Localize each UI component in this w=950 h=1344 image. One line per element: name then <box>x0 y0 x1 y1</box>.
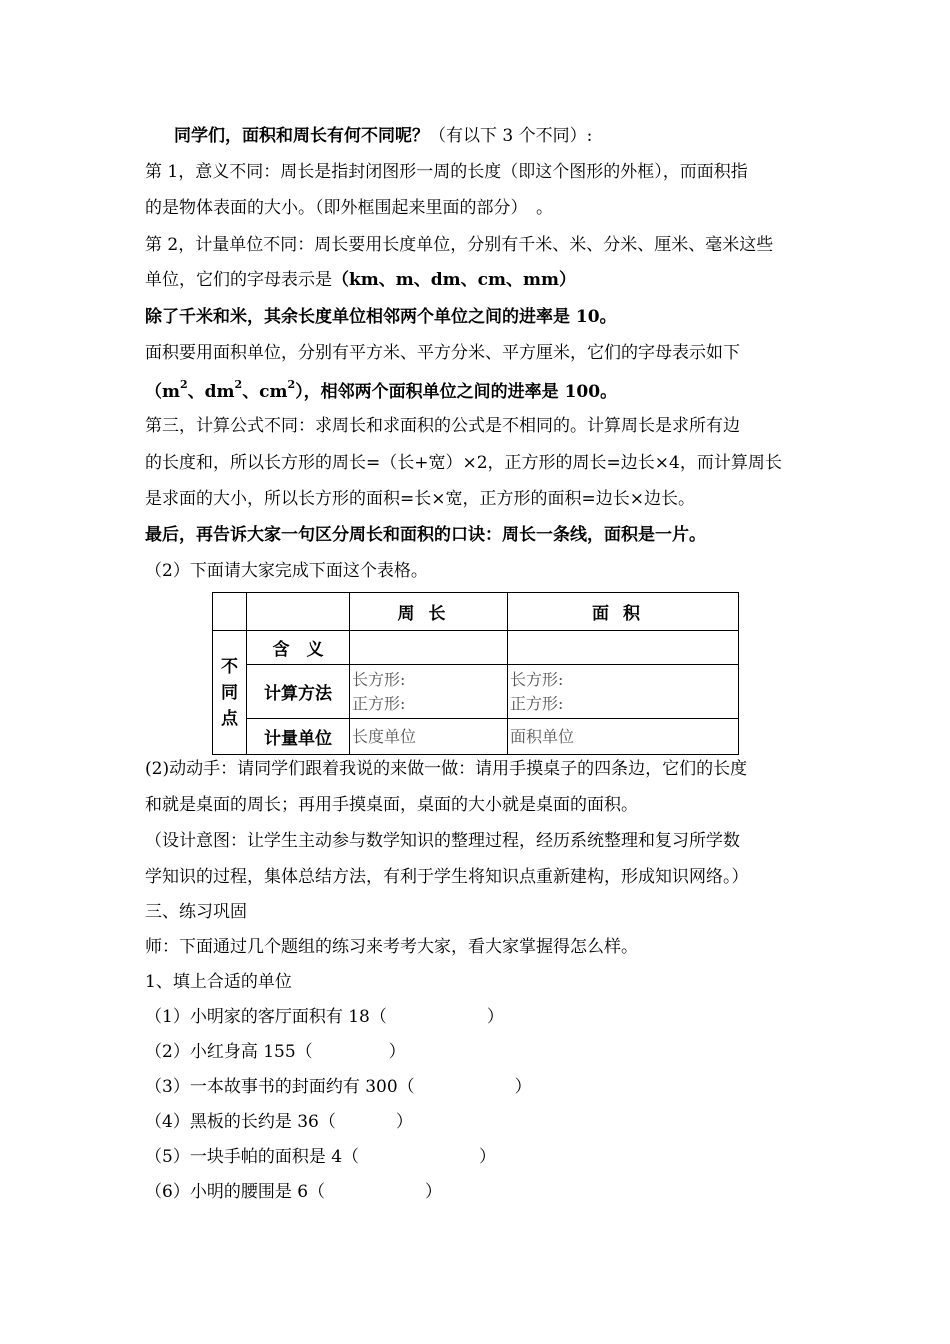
exercise-item <box>145 1145 496 1169</box>
exercise-item <box>145 1040 406 1064</box>
exercise-close: ） <box>395 1112 413 1132</box>
section-heading: 三、练习巩固 <box>145 902 247 922</box>
header-area: 面积 <box>508 593 739 631</box>
table-row-unit <box>213 719 739 755</box>
p3-line-b: 的长度和，所以长方形的周长=（长+宽）×2，正方形的周长=边长×4，而计算周长 <box>145 453 782 473</box>
area-unit-cm: 、cm <box>242 382 288 402</box>
side-char: 点 <box>221 708 238 729</box>
exercise-question: （4）黑板的长约是 36（ <box>145 1112 336 1132</box>
cell-perimeter-unit[interactable]: 长度单位 <box>350 719 508 755</box>
cell-perimeter-meaning[interactable] <box>350 631 508 665</box>
exercise-close: ） <box>425 1182 443 1202</box>
area-unit-dm: 、dm <box>187 382 235 402</box>
table-instruction: （2）下面请大家完成下面这个表格。 <box>145 561 428 581</box>
side-char: 同 <box>221 682 238 703</box>
p2-area-rate <box>145 380 617 404</box>
row-label-meaning: 含 义 <box>247 631 350 665</box>
exercise-close: ） <box>486 1007 504 1027</box>
activity-line-b: 和就是桌面的周长；再用手摸桌面，桌面的大小就是桌面的面积。 <box>145 795 638 815</box>
p2-line-a: 第 2，计量单位不同：周长要用长度单位，分别有千米、米、分米、厘米、毫米这些 <box>145 235 774 255</box>
area-unit-m: （m <box>145 382 180 402</box>
p1-line-a: 第 1，意义不同：周长是指封闭图形一周的长度（即这个图形的外框），而面积指 <box>145 162 748 182</box>
exercise-question: （5）一块手帕的面积是 4（ <box>145 1147 360 1167</box>
exercise-question: （2）小红身高 155（ <box>145 1042 313 1062</box>
superscript-2: 2 <box>234 378 243 391</box>
design-intent-a: （设计意图：让学生主动参与数学知识的整理过程，经历系统整理和复习所学数 <box>145 831 740 851</box>
cell-area-meaning[interactable] <box>508 631 739 665</box>
superscript-2: 2 <box>180 378 188 391</box>
exercise-item <box>145 1180 442 1204</box>
square-label: 正方形: <box>352 693 406 713</box>
intro-title: 同学们，面积和周长有何不同呢？ <box>174 126 429 146</box>
row-label-method: 计算方法 <box>247 665 350 719</box>
intro-line <box>174 124 592 148</box>
rect-label: 长方形: <box>510 669 564 689</box>
p2-length-units: （km、m、dm、cm、mm） <box>332 270 576 290</box>
square-label: 正方形: <box>510 693 564 713</box>
row-label-unit: 计量单位 <box>247 719 350 755</box>
difference-label <box>213 631 247 755</box>
p1-line-b: 的是物体表面的大小。（即外框围起来里面的部分） 。 <box>145 198 553 218</box>
p2-area-units-text: 面积要用面积单位，分别有平方米、平方分米、平方厘米，它们的字母表示如下 <box>145 343 740 363</box>
exercise-question: （3）一本故事书的封面约有 300（ <box>145 1077 415 1097</box>
exercise-close: ） <box>479 1147 497 1167</box>
table-corner-cell <box>213 593 247 631</box>
table-row-method <box>213 665 739 719</box>
cell-perimeter-method[interactable] <box>350 665 508 719</box>
superscript-2: 2 <box>287 378 296 391</box>
table-row-meaning <box>213 631 739 665</box>
exercise-close: ） <box>514 1077 532 1097</box>
exercise-item <box>145 1110 413 1134</box>
p2-units-text: 单位，它们的字母表示是 <box>145 270 332 290</box>
exercise-close: ） <box>388 1042 406 1062</box>
table-header-row <box>213 593 739 631</box>
exercise-question: （1）小明家的客厅面积有 18（ <box>145 1007 387 1027</box>
comparison-table <box>212 592 739 755</box>
side-char: 不 <box>221 656 238 677</box>
cell-area-method[interactable] <box>508 665 739 719</box>
activity-line-a: (2)动动手：请同学们跟着我说的来做一做：请用手摸桌子的四条边，它们的长度 <box>145 759 748 779</box>
header-perimeter: 周长 <box>350 593 508 631</box>
design-intent-b: 学知识的过程，集体总结方法，有利于学生将知识点重新建构，形成知识网络。） <box>145 867 749 887</box>
p3-line-a: 第三，计算公式不同：求周长和求面积的公式是不相同的。计算周长是求所有边 <box>145 416 740 436</box>
p3-line-c: 是求面的大小，所以长方形的面积=长×宽，正方形的面积=边长×边长。 <box>145 489 695 509</box>
mnemonic: 最后，再告诉大家一句区分周长和面积的口诀：周长一条线，面积是一片。 <box>145 525 706 545</box>
teacher-line: 师：下面通过几个题组的练习来考考大家，看大家掌握得怎么样。 <box>145 937 638 957</box>
exercise-title: 1、填上合适的单位 <box>145 972 292 992</box>
rect-label: 长方形: <box>352 669 406 689</box>
area-rate-text: ），相邻两个面积单位之间的进率是 100。 <box>295 382 618 402</box>
table-corner-cell <box>247 593 350 631</box>
exercise-question: （6）小明的腰围是 6（ <box>145 1182 326 1202</box>
exercise-item <box>145 1075 532 1099</box>
p2-line-b <box>145 268 576 292</box>
intro-note: （有以下 3 个不同）: <box>429 126 593 146</box>
exercise-item <box>145 1005 504 1029</box>
p2-length-rate: 除了千米和米，其余长度单位相邻两个单位之间的进率是 10。 <box>145 307 617 327</box>
cell-area-unit[interactable]: 面积单位 <box>508 719 739 755</box>
